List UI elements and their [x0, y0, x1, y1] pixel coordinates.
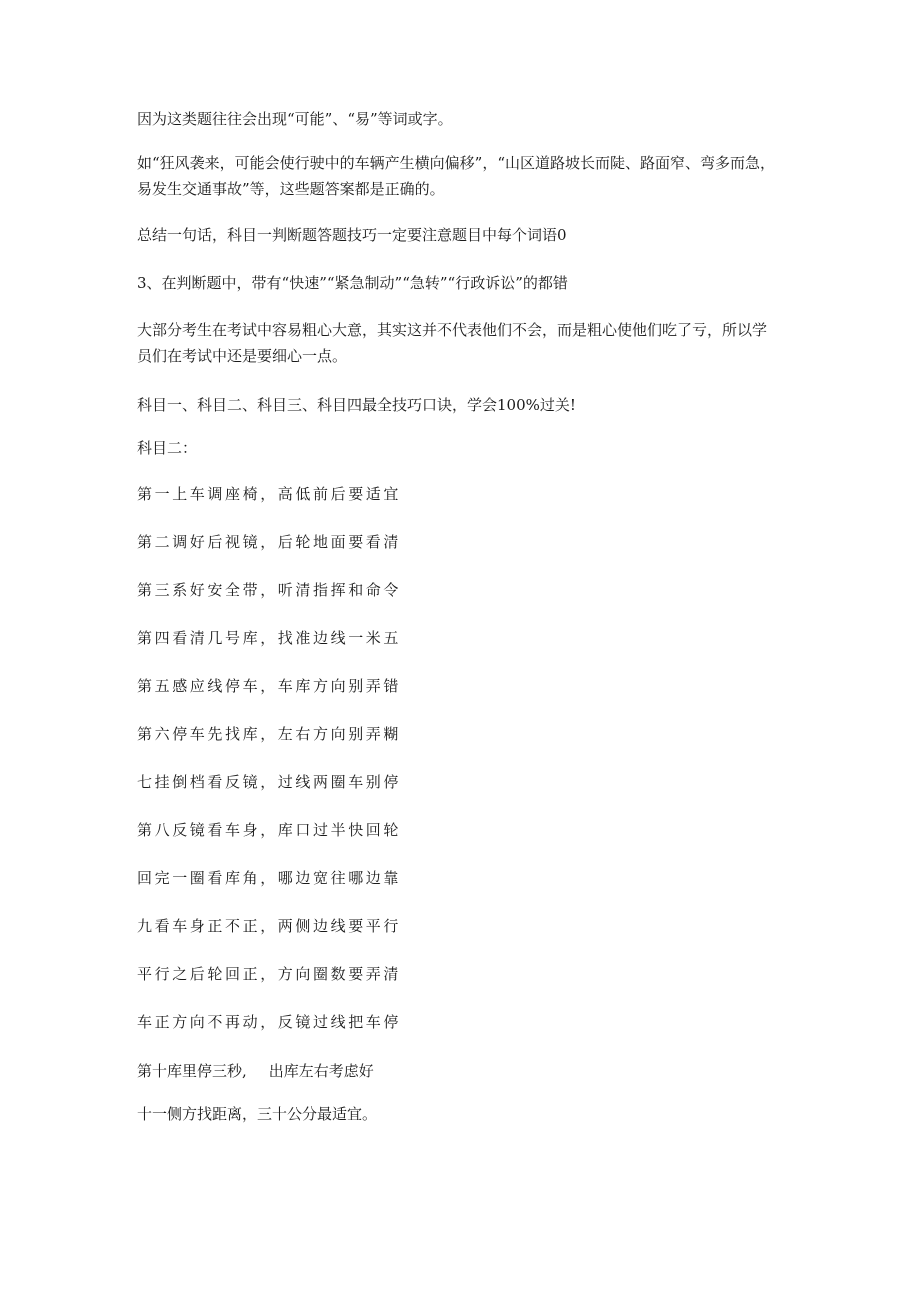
verse-line-1: 第一上车调座椅，高低前后要适宜: [137, 485, 402, 503]
paragraph-closing: 十一侧方找距离，三十公分最适宜。: [137, 1105, 378, 1123]
verse-line-13: [137, 1058, 777, 1084]
verse-line-12: 车正方向不再动，反镜过线把车停: [137, 1013, 402, 1031]
verse-line-11: 平行之后轮回正，方向圈数要弄清: [137, 965, 402, 983]
verse-line-10: 九看车身正不正，两侧边线要平行: [137, 917, 402, 935]
verse-line-7: 七挂倒档看反镜，过线两圈车别停: [137, 773, 402, 791]
verse-line-9: 回完一圈看库角，哪边宽往哪边靠: [137, 869, 402, 887]
verse-line-8: 第八反镜看车身，库口过半快回轮: [137, 821, 402, 839]
verse-line-5: 第五感应线停车，车库方向别弄错: [137, 677, 402, 695]
paragraph-advice: 大部分考生在考试中容易粗心大意，其实这并不代表他们不会，而是粗心使他们吃了亏，所以学员们在考试中还是要细心一点。: [137, 321, 768, 365]
verse-line-3: 第三系好安全带，听清指挥和命令: [137, 581, 402, 599]
paragraph-subject-two-label: 科目二：: [137, 439, 198, 457]
paragraph-rule-3: 3、在判断题中，带有“快速”“紧急制动”“急转”“行政诉讼”的都错: [137, 274, 568, 292]
verse-line-13-first: 第十库里停三秒,: [137, 1062, 247, 1080]
verse-line-2: 第二调好后视镜，后轮地面要看清: [137, 533, 402, 551]
verse-line-6: 第六停车先找库，左右方向别弄糊: [137, 725, 402, 743]
paragraph-intro: 因为这类题往往会出现“可能”、“易”等词或字。: [137, 110, 453, 128]
paragraph-heading-all-subjects: 科目一、科目二、科目三、科目四最全技巧口诀，学会100%过关!: [137, 396, 576, 414]
verse-line-4: 第四看清几号库，找准边线一米五: [137, 629, 402, 647]
paragraph-summary: 总结一句话，科目一判断题答题技巧一定要注意题目中每个词语0: [137, 226, 567, 244]
verse-line-13-second: 出库左右考虑好: [268, 1062, 374, 1080]
paragraph-example: 如“狂风袭来，可能会使行驶中的车辆产生横向偏移”，“山区道路坡长而陡、路面窄、弯多而急，易发生交通事故”等，这些题答案都是正确的。: [137, 154, 776, 198]
